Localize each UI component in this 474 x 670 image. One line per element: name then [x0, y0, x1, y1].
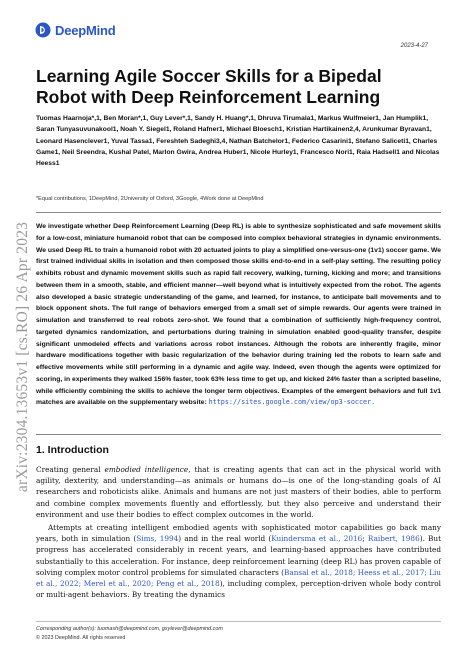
p1-text-a: Creating general [36, 465, 105, 474]
arxiv-id: arXiv:2304.13653v1 [cs.RO] 26 Apr 2023 [14, 221, 31, 493]
affiliations: *Equal contributions, 1DeepMind, 2University of Oxford, 3Google, 4Work done at DeepMind [36, 196, 264, 202]
arxiv-watermark [11, 205, 35, 509]
abstract [36, 221, 441, 409]
citation-sims[interactable]: Sims, 1994 [136, 534, 179, 544]
supplementary-website-link[interactable]: https://sites.google.com/view/op3-soccer. [208, 398, 376, 407]
paper-date: 2023-4-27 [400, 43, 428, 49]
author-list: Tuomas Haarnoja*,1, Ben Moran*,1, Guy Lever*,1, Sandy H. Huang*,1, Dhruva Tirumala1, Markus Wulfmeier1, Jan Humplik1, Saran Tunyasuvunakool1, Noah Y. Siegel1, Roland Hafner1, Michael Bloesch1, Kristian Hartikainen2,4, Arunkumar Byravan1, Leonard Hasenclever1, Yuval Tassa1, Fereshteh Sadeghi3,4, Nathan Batchelor1, Federico Casarini1, Stefano Saliceti1, Charles Game1, Neil Sreendra, Kushal Patel, Marlon Gwira, Andrea Huber1, Nicole Hurley1, Francesco Nori1, Raia Hadsell1 and Nicolas Heess1 [36, 115, 440, 168]
citation-raibert[interactable]: Raibert, 1986 [367, 534, 420, 544]
paper-title: Learning Agile Soccer Skills for a Bipedal Robot with Deep Reinforcement Learning [36, 66, 382, 107]
deepmind-logo-icon [35, 22, 51, 38]
section-heading: 1. Introduction [36, 444, 109, 456]
p2-text-c: ; [362, 534, 368, 544]
intro-paragraph-1 [36, 464, 441, 520]
corresponding-author: Corresponding author(s): tuomash@deepmind.com, gxylever@deepmind.com [36, 626, 223, 632]
p2-text-d: ). But progress has accelerated considerably in recent years, and learning-based approaches have contributed substantially to this acceleration. For instance, deep reinforcement learning (deep RL) has proven capable of solving complex motor control problems for simulated characters ( [36, 534, 442, 577]
citation-group[interactable]: Bansal et al., 2018; Heess et al., 2017; Liu et al., 2022; Merel et al., 2020; Peng et al., 2018 [36, 567, 441, 589]
logo-text: DeepMind [55, 22, 116, 38]
abstract-bottom-rule [36, 434, 441, 435]
abstract-top-rule [36, 212, 441, 213]
footer-rule [36, 621, 441, 622]
p2-text-a: Attempts at creating intelligent embodied agents with sophisticated motor capabilities go back many years, both in simulation ( [36, 523, 441, 544]
copyright: © 2023 DeepMind. All rights reserved [36, 634, 126, 641]
citation-kuindersma[interactable]: Kuindersma et al., 2016 [271, 534, 363, 544]
deepmind-logo [35, 22, 116, 38]
footer [36, 625, 441, 642]
p2-text-e: ), including complex, perception-driven whole body control or multi-agent behaviors. By treating the dynamics [36, 579, 442, 600]
p2-text-b: ) and in the real world ( [178, 534, 272, 544]
intro-paragraph-2 [36, 522, 441, 600]
abstract-text: We investigate whether Deep Reinforcement Learning (Deep RL) is able to synthesize sophisticated and safe movement skills for a low-cost, miniature humanoid robot that can be composed into complex behavioral strategies in dynamic environments. We used Deep RL to train a humanoid robot with 20 actuated joints to play a simplified one-versus-one (1v1) soccer game. We first trained individual skills in isolation and then composed those skills end-to-end in a self-play setting. The resulting policy exhibits robust and dynamic movement skills such as rapid fall recovery, walking, turning, kicking and more; and transitions between them in a smooth, stable, and efficient manner—well beyond what is intuitively expected from the robot. The agents also developed a basic strategic understanding of the game, and learned, for instance, to anticipate ball movements and to block opponent shots. The full range of behaviors emerged from a small set of simple rewards. Our agents were trained in simulation and transferred to real robots zero-shot. We found that a combination of sufficiently high-frequency control, targeted dynamics randomization, and perturbations during training in simulation enabled good-quality transfer, despite significant unmodeled effects and variations across robot instances. Although the robots are inherently fragile, minor hardware modifications together with basic regularization of the behavior during training led the robots to learn safe and effective movements while still performing in a dynamic and agile way. Indeed, even though the agents were optimized for scoring, in experiments they walked 156% faster, took 63% less time to get up, and kicked 24% faster than a scripted baseline, while efficiently combining the skills to achieve the longer term objectives. Examples of the emergent behaviors and full 1v1 matches are available on the supplementary website: [36, 223, 441, 407]
p1-text-b: , that is creating agents that can act in the physical world with agility, dexterity, and understanding—as animals or humans do—is one of the long-standing goals of AI researchers and roboticists alike. Animals and humans are not just masters of their bodies, able to perform and combine complex movements fluently and effortlessly, but they also perceive and understand their environment and use their bodies to effect complex outcomes in the world. [36, 465, 441, 519]
p1-emphasis: embodied intelligence [104, 465, 189, 474]
